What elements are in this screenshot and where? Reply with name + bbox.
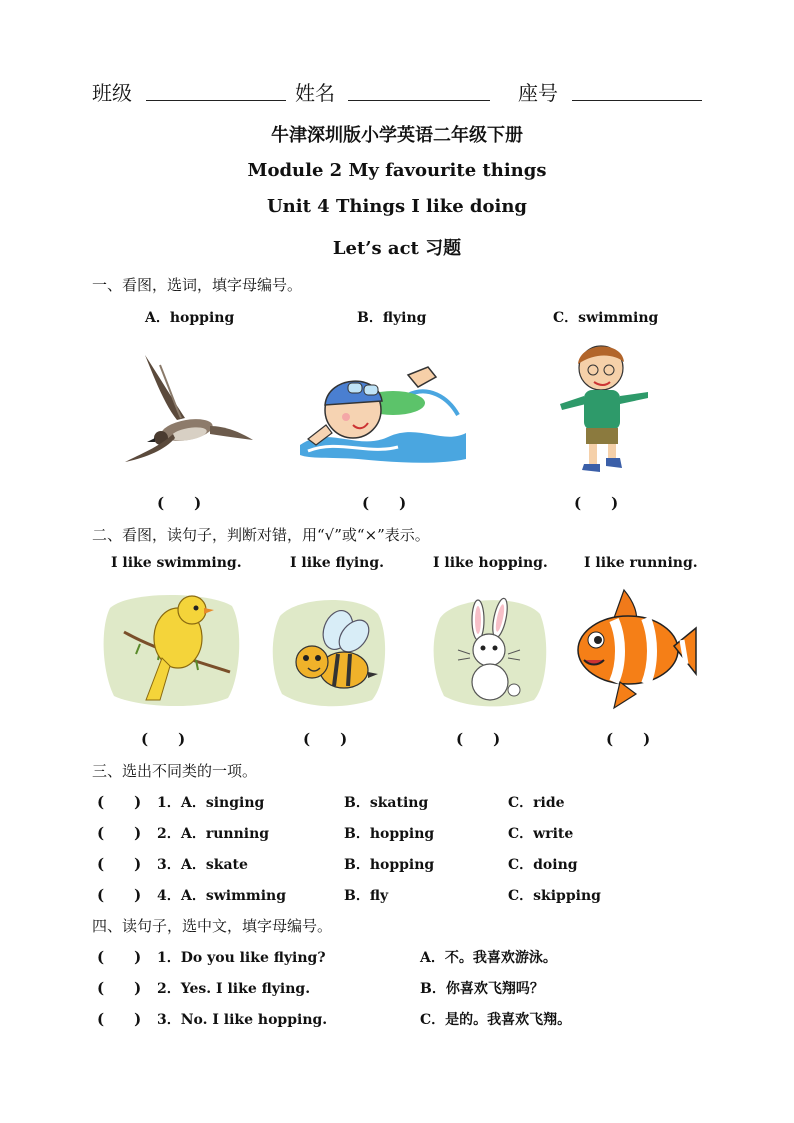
section2-heading: 二、看图，读句子，判断对错，用“√”或“×”表示。 [92, 526, 430, 544]
section4-answer-b: B．你喜欢飞翔吗？ [420, 981, 544, 997]
section3-3-b: B．hopping [344, 857, 435, 873]
section1-blank-3[interactable]: ( ) [574, 494, 619, 512]
section4-answer-a: A．不。我喜欢游泳。 [420, 950, 557, 966]
option-a: A．hopping [145, 310, 235, 326]
sentence-4: I like running. [584, 555, 698, 571]
section3-heading: 三、选出不同类的一项。 [92, 762, 258, 780]
section4-blank-1[interactable]: ( ) [97, 948, 142, 966]
section2-blank-4[interactable]: ( ) [606, 730, 651, 748]
section4-blank-3[interactable]: ( ) [97, 1010, 142, 1028]
sentence-1: I like swimming. [111, 555, 242, 571]
seat-input-line[interactable] [572, 100, 702, 101]
section3-2-c: C．write [508, 826, 574, 842]
bee-image [268, 592, 388, 708]
unit-title: Unit 4 Things I like doing [266, 196, 528, 217]
section1-heading: 一、看图，选词，填字母编号。 [92, 276, 303, 294]
section3-num-4: 4． [157, 888, 181, 904]
section3-4-b: B．fly [344, 888, 389, 904]
section2-blank-2[interactable]: ( ) [303, 730, 348, 748]
swimming-boy-image [298, 355, 468, 467]
section3-1-a: A．singing [181, 795, 265, 811]
section3-blank-4[interactable]: ( ) [97, 886, 142, 904]
section3-num-3: 3． [157, 857, 181, 873]
seat-label: 座号 [518, 81, 558, 105]
section3-2-b: B．hopping [344, 826, 435, 842]
section4-blank-2[interactable]: ( ) [97, 979, 142, 997]
section4-question-3: 3．No. I like hopping. [157, 1012, 328, 1028]
hopping-boy-image [556, 340, 656, 480]
section3-3-c: C．doing [508, 857, 578, 873]
section4-heading: 四、读句子，选中文，填字母编号。 [92, 917, 333, 935]
section3-2-a: A．running [181, 826, 270, 842]
sentence-2: I like flying. [290, 555, 385, 571]
clownfish-image [574, 588, 698, 712]
option-b: B．flying [357, 310, 427, 326]
section3-blank-2[interactable]: ( ) [97, 824, 142, 842]
sentence-3: I like hopping. [433, 555, 548, 571]
name-input-line[interactable] [348, 100, 490, 101]
section3-num-2: 2． [157, 826, 181, 842]
section4-answer-c: C．是的。我喜欢飞翔。 [420, 1012, 572, 1028]
section3-1-c: C．ride [508, 795, 565, 811]
section2-blank-1[interactable]: ( ) [141, 730, 186, 748]
section3-num-1: 1． [157, 795, 181, 811]
section4-question-2: 2．Yes. I like flying. [157, 981, 311, 997]
lesson-title: Let’s act 习题 [332, 238, 462, 259]
class-input-line[interactable] [146, 100, 286, 101]
name-label: 姓名 [295, 81, 335, 105]
book-title: 牛津深圳版小学英语二年级下册 [271, 125, 523, 146]
section3-3-a: A．skate [181, 857, 248, 873]
option-c: C．swimming [553, 310, 659, 326]
section3-1-b: B．skating [344, 795, 429, 811]
section3-4-a: A．swimming [181, 888, 287, 904]
yellow-bird-image [100, 588, 242, 708]
bird-flying-image [115, 350, 255, 470]
class-label: 班级 [92, 81, 132, 105]
rabbit-image [430, 592, 548, 708]
section1-blank-1[interactable]: ( ) [157, 494, 202, 512]
section4-question-1: 1．Do you like flying? [157, 950, 326, 966]
section1-blank-2[interactable]: ( ) [362, 494, 407, 512]
section3-blank-3[interactable]: ( ) [97, 855, 142, 873]
section3-4-c: C．skipping [508, 888, 601, 904]
section2-blank-3[interactable]: ( ) [456, 730, 501, 748]
module-title: Module 2 My favourite things [247, 160, 547, 181]
section3-blank-1[interactable]: ( ) [97, 793, 142, 811]
